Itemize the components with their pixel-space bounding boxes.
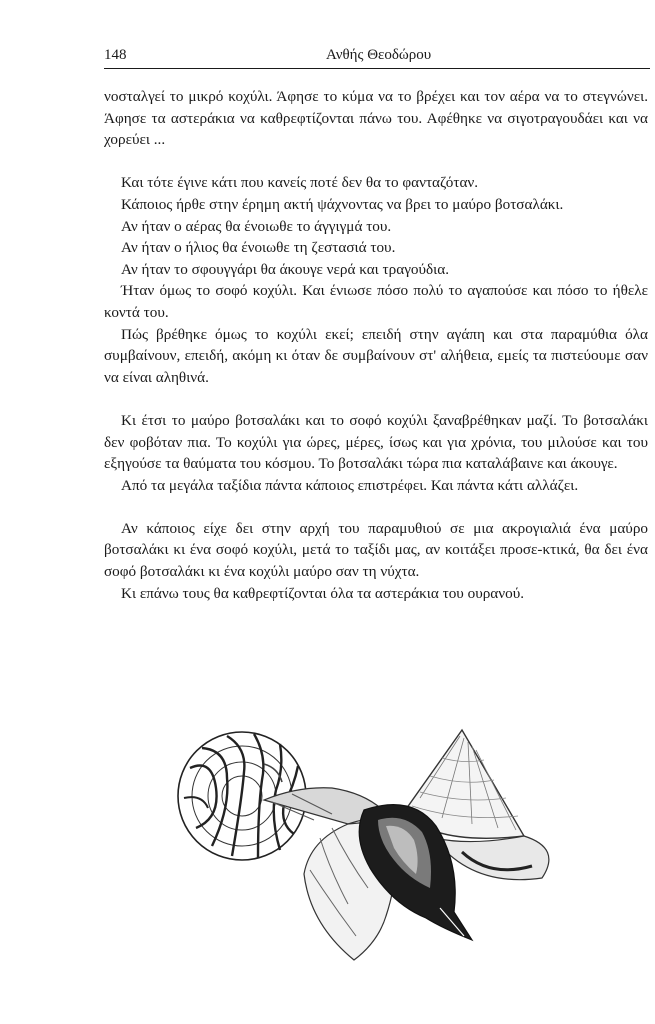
paragraph: Αν ήταν ο αέρας θα ένοιωθε το άγγιγμά του. [121,217,392,235]
paragraph: Ήταν όμως το σοφό κοχύλι. Και ένιωσε πόσο πολύ το αγαπούσε και πόσο το ήθελε κοντά του. [104,282,648,321]
paragraph-break [104,151,648,173]
paragraph: Κι επάνω τους θα καθρεφτίζονται όλα τα αστεράκια του ουρανού. [121,584,525,602]
body-text [104,86,648,604]
paragraph: Από τα μεγάλα ταξίδια πάντα κάποιος επιστρέφει. Και πάντα κάτι αλλάζει. [121,476,579,494]
paragraph-break [104,388,648,410]
paragraph: Αν κάποιος είχε δει στην αρχή του παραμυθιού σε μια ακρογιαλιά ένα μαύρο βοτσαλάκι κι ένα σοφό κοχύλι, μετά το ταξίδι μας, αν κοιτάξει προσε-κτικά, θα δει ένα σοφό βοτσαλάκι κι ένα κοχύλι μαύρο σαν τη νύχτα. [104,519,648,581]
paragraph: νοσταλγεί το μικρό κοχύλι. Άφησε το κύμα να το βρέχει και τον αέρα να το στεγνώνει. Άφησε τα αστεράκια να καθρεφτίζονται πάνω του. Αφέθηκε να σιγοτραγουδάει και να χορεύει ... [104,88,648,149]
paragraph: Αν ήταν ο ήλιος θα ένοιωθε τη ζεστασιά του. [121,239,396,257]
paragraph: Κι έτσι το μαύρο βοτσαλάκι και το σοφό κοχύλι ξαναβρέθηκαν μαζί. Το βοτσαλάκι δεν φοβόταν πια. Το κοχύλι για ώρες, μέρες, ίσως και για χρόνια, του μιλούσε και του εξηγούσε τα θαύματα του κόσμου. Το βοτσαλάκι τώρα πια καταλάβαινε και άκουγε. [104,411,648,473]
paragraph: Και τότε έγινε κάτι που κανείς ποτέ δεν θα το φανταζόταν. [121,174,479,192]
running-head: Ανθής Θεοδώρου [326,47,432,63]
paragraph: Κάποιος ήρθε στην έρημη ακτή ψάχνοντας να βρει το μαύρο βοτσαλάκι. [121,195,564,213]
paragraph: Πώς βρέθηκε όμως το κοχύλι εκεί; επειδή στην αγάπη και στα παραμύθια όλα συμβαίνουν, επειδή, ακόμη κι όταν δε συμβαίνουν στ' αλήθεια, εμείς τα πιστεύουμε σαν να είναι αληθινά. [104,325,648,386]
seashells-illustration [172,728,562,980]
paragraph-break [104,496,648,518]
page-header [104,44,650,69]
page-number: 148 [104,47,127,63]
paragraph: Αν ήταν το σφουγγάρι θα άκουγε νερά και τραγούδια. [121,260,450,278]
